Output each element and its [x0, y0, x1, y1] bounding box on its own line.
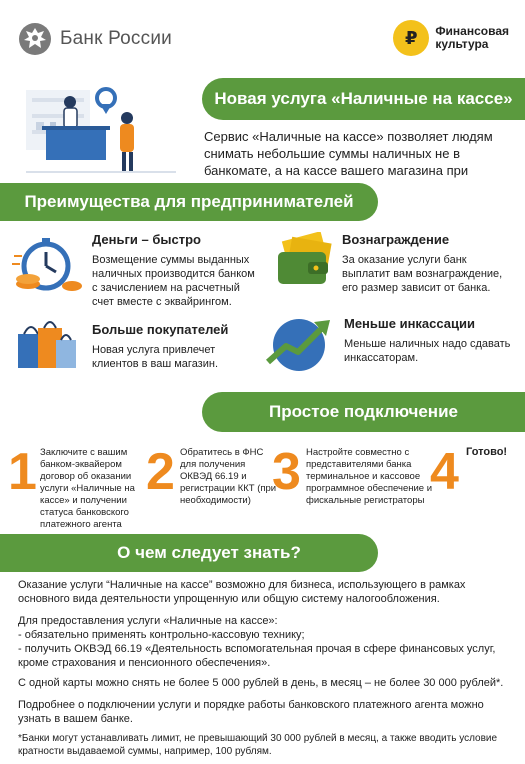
step-2-text: Обратитесь в ФНС для получения ОКВЭД 66.19 и регистрации ККТ (при необходимости) [180, 447, 277, 506]
step-3-number: 3 [272, 443, 301, 501]
step-4-number: 4 [430, 443, 459, 501]
step-4-text: Готово! [466, 446, 508, 458]
know-paragraph-4: Подробнее о подключении услуги и порядке работы банковского платежного агента можно узнать в вашем банке. [18, 699, 484, 725]
wallet-money-icon [272, 232, 334, 290]
step-1-number: 1 [8, 443, 37, 501]
new-service-banner: Новая услуга «Наличные на кассе» [202, 78, 525, 120]
shopping-bags-icon [14, 316, 80, 372]
know-paragraph-1: Оказание услуги “Наличные на кассе” возможно для бизнеса, использующего в рамках основного вида деятельности упрощенную или общую систему налогообложения. [18, 579, 466, 605]
step-3-text: Настройте совместно с представителями банка терминальное и кассовое программное обеспечение и фискальные регистраторы [306, 447, 433, 506]
fin-culture-text: Финансовая культура [435, 24, 509, 51]
what-to-know-banner: О чем следует знать? [0, 534, 378, 572]
know-paragraph-3: С одной карты можно снять не более 5 000 рублей в день, в месяц – не более 30 000 рублей*. [18, 677, 504, 689]
stopwatch-coins-icon [12, 236, 86, 298]
cashier-illustration-icon [26, 84, 176, 176]
fin-culture-logo [393, 20, 509, 56]
bank-logo [18, 22, 172, 56]
growth-arrow-icon [262, 312, 336, 374]
footnote: *Банки могут устанавливать лимит, не превышающий 30 000 рублей в месяц, а также вводить условие кратности выдаваемой суммы, например, 100 рублям. [18, 733, 498, 757]
ruble-coin-icon: ₽ [393, 20, 429, 56]
advantage-less-collection: Меньше инкассации Меньше наличных надо сдавать инкассаторам. [344, 316, 511, 364]
know-paragraph-2: Для предоставления услуги «Наличные на кассе»: - обязательно применять контрольно-кассовую технику; - получить ОКВЭД 66.19 «Деятельность вспомогательная прочая в сфере финансовых услуг, кроме страхования и пенсионного обеспечения». [18, 615, 496, 669]
advantage-more-customers: Больше покупателей Новая услуга привлечет клиентов в ваш магазин. [92, 322, 229, 370]
advantage-fast-money: Деньги – быстро Возмещение суммы выданных наличных производится банком с зачислением на расчетный счет вместе с эквайрингом. [92, 232, 255, 308]
simple-connection-banner: Простое подключение [202, 392, 525, 432]
advantage-reward: Вознаграждение За оказание услуги банк выплатит вам вознаграждение, его размер зависит от банка. [342, 232, 503, 294]
step-1-text: Заключите с вашим банком-эквайером договор об оказании услуги «Наличные на кассе» и получении статуса банковского платежного агента [40, 447, 135, 530]
eagle-emblem-icon [18, 22, 52, 56]
bank-name: Банк России [60, 28, 172, 49]
step-2-number: 2 [146, 443, 175, 501]
intro-text: Сервис «Наличные на кассе» позволяет людям снимать небольшие суммы наличных не в банкомате, а на кассе вашего магазина при [204, 129, 493, 178]
advantages-banner: Преимущества для предпринимателей [0, 183, 378, 221]
